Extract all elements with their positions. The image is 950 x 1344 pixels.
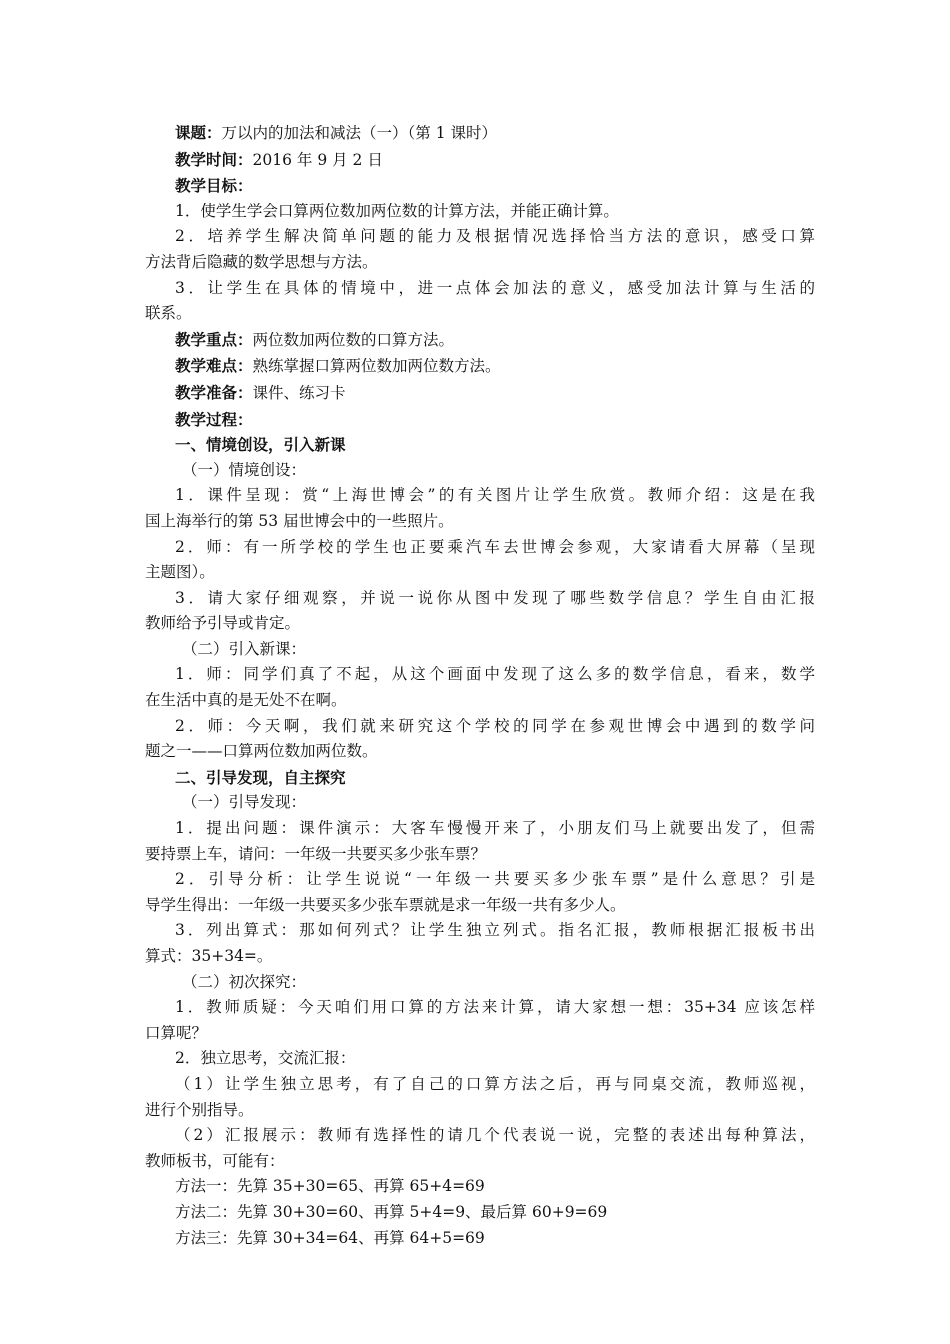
teaching-goals-heading: 教学目标： [175,176,253,196]
paragraph-line: 主题图）。 [145,563,215,582]
paragraph-line: 2．师：今天啊，我们就来研究这个学校的同学在参观世博会中遇到的数学问 [175,716,815,735]
difficulty-text: 熟练掌握口算两位数加两位数方法。 [252,357,501,376]
goal-1: 1．使学生学会口算两位数加两位数的计算方法，并能正确计算。 [175,201,619,220]
method-1: 方法一：先算 35+30=65、再算 65+4=69 [175,1177,485,1196]
lesson-title-label: 课题： [175,123,222,142]
subsection-1-1: （一）情境创设： [182,460,307,479]
section-1-heading: 一、情境创设，引入新课 [175,435,346,455]
teaching-time-line [145,147,815,174]
paragraph-line: 国上海举行的第 53 届世博会中的一些照片。 [145,511,454,530]
paragraph-line: 1．课件呈现：赏“上海世博会”的有关图片让学生欣赏。教师介绍：这是在我 [175,486,815,505]
lesson-title-text: 万以内的加法和减法（一）（第 1 课时） [221,124,497,142]
paragraph-line: 2．师：有一所学校的学生也正要乘汽车去世博会参观，大家请看大屏幕（呈现 [175,537,815,556]
paragraph-line: 口算呢？ [145,1023,208,1042]
preparation-text: 课件、练习卡 [252,383,346,402]
paragraph-line: 3．列出算式：那如何列式？让学生独立列式。指名汇报，教师根据汇报板书出 [175,921,815,940]
paragraph-line: 2．独立思考，交流汇报： [175,1049,356,1068]
paragraph-line: 在生活中真的是无处不在啊。 [145,691,347,710]
key-point-label: 教学重点： [175,329,253,349]
paragraph-line: 教师给予引导或肯定。 [145,614,301,633]
paragraph-line: 1．教师质疑：今天咱们用口算的方法来计算，请大家想一想：35+34 应该怎样 [175,998,815,1017]
difficulty-line [145,353,815,380]
section-2-heading: 二、引导发现，自主探究 [175,767,346,787]
key-point-line [145,327,815,354]
paragraph-line: 题之一——口算两位数加两位数。 [145,742,378,761]
paragraph-line: 1．师：同学们真了不起，从这个画面中发现了这么多的数学信息，看来，数学 [175,665,815,684]
lesson-title-line [145,120,815,147]
paragraph-line: （2）汇报展示：教师有选择性的请几个代表说一说，完整的表述出每种算法， [175,1126,815,1145]
preparation-line [145,380,815,407]
subsection-2-2: （二）初次探究： [182,972,307,991]
goal-2-line-1: 2．培养学生解决简单问题的能力及根据情况选择恰当方法的意识，感受口算 [175,227,815,246]
goal-2-line-2: 方法背后隐藏的数学思想与方法。 [145,252,378,271]
paragraph-line: 进行个别指导。 [145,1100,254,1119]
paragraph-line: 1．提出问题：课件演示：大客车慢慢开来了，小朋友们马上就要出发了，但需 [175,819,815,838]
paragraph-line: 算式：35+34=。 [145,947,273,965]
difficulty-label: 教学难点： [175,356,253,376]
goal-3-line-1: 3．让学生在具体的情境中，进一点体会加法的意义，感受加法计算与生活的 [175,278,815,297]
process-heading: 教学过程： [175,409,253,429]
teaching-time-text: 2016 年 9 月 2 日 [252,150,383,169]
document-page [145,120,815,1251]
preparation-label: 教学准备： [175,382,253,402]
paragraph-line: 要持票上车，请问：一年级一共要买多少张车票？ [145,844,487,863]
key-point-text: 两位数加两位数的口算方法。 [252,330,455,349]
paragraph-line: 2．引导分析：让学生说说“一年级一共要买多少张车票”是什么意思？引是 [175,870,815,889]
method-2: 方法二：先算 30+30=60、再算 5+4=9、最后算 60+9=69 [175,1202,608,1221]
goal-3-line-2: 联系。 [145,304,192,323]
subsection-1-2: （二）引入新课： [182,639,307,658]
method-3: 方法三：先算 30+34=64、再算 64+5=69 [175,1228,485,1247]
paragraph-line: 导学生得出：一年级一共要买多少张车票就是求一年级一共有多少人。 [145,895,626,914]
paragraph-line: 教师板书，可能有： [145,1151,285,1170]
paragraph-line: （1）让学生独立思考，有了自己的口算方法之后，再与同桌交流，教师巡视， [175,1074,815,1093]
subsection-2-1: （一）引导发现： [182,793,307,812]
teaching-time-label: 教学时间： [175,149,253,169]
paragraph-line: 3．请大家仔细观察，并说一说你从图中发现了哪些数学信息？学生自由汇报 [175,588,815,607]
